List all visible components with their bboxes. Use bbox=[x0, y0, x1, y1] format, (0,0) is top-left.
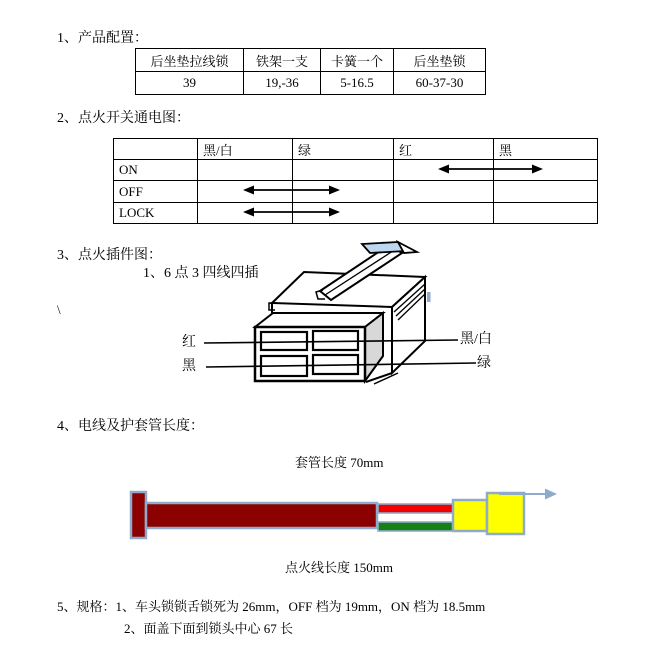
plug-right-face bbox=[365, 313, 383, 381]
body-bottom-edge bbox=[366, 373, 392, 382]
slot-bottom-left bbox=[261, 356, 307, 376]
table-row bbox=[114, 160, 598, 181]
switch-row-label: ON bbox=[114, 160, 198, 181]
body-top-face bbox=[272, 272, 425, 307]
connector-label-red: 红 bbox=[182, 335, 196, 350]
stray-backslash: \ bbox=[57, 302, 61, 317]
lever-blue-tip bbox=[362, 242, 406, 253]
lever-foot bbox=[316, 290, 325, 299]
body-corner-notch bbox=[269, 303, 277, 310]
ignition-wire-length-label: 点火线长度 150mm bbox=[285, 560, 393, 575]
slot-top-left bbox=[261, 332, 307, 350]
slot-top-right bbox=[313, 331, 358, 350]
body-bottom-tab bbox=[374, 373, 398, 384]
connector-label-black: 黑 bbox=[182, 359, 196, 374]
table-row bbox=[114, 181, 598, 203]
config-value-cell: 60-37-30 bbox=[394, 72, 486, 95]
switch-header-cell: 黑/白 bbox=[198, 139, 293, 160]
section2-title: 2、点火开关通电图： bbox=[57, 111, 190, 126]
body-blue-tick bbox=[427, 292, 431, 302]
direction-arrow bbox=[499, 489, 557, 500]
connector-label-green: 绿 bbox=[477, 356, 491, 371]
config-value-cell: 39 bbox=[136, 72, 244, 95]
switch-row-label: LOCK bbox=[114, 203, 198, 224]
body-ribs bbox=[394, 284, 425, 320]
switch-header-cell: 绿 bbox=[293, 139, 394, 160]
sheath-tube bbox=[146, 503, 377, 528]
section1-title: 1、产品配置： bbox=[57, 31, 148, 46]
table-row bbox=[114, 203, 598, 224]
config-header-cell: 后坐垫拉线锁 bbox=[136, 49, 244, 72]
lever-tip-point bbox=[398, 242, 417, 253]
section3-title: 3、点火插件图： bbox=[57, 248, 162, 263]
plug-slots bbox=[261, 331, 358, 376]
wire-diagram bbox=[131, 489, 557, 539]
switch-row-label: OFF bbox=[114, 181, 198, 203]
leader-line-top bbox=[204, 340, 458, 343]
switch-header-cell bbox=[114, 139, 198, 160]
terminal-block-small bbox=[453, 500, 487, 531]
body-right-face bbox=[392, 277, 425, 373]
slot-bottom-right bbox=[313, 355, 358, 374]
lever-fold-line bbox=[325, 249, 396, 295]
switch-header-cell: 黑 bbox=[494, 139, 598, 160]
connector-label-blackwhite: 黑/白 bbox=[460, 332, 492, 347]
plug-front-face bbox=[255, 327, 365, 381]
sheath-end-cap bbox=[131, 492, 146, 538]
product-config-table bbox=[135, 48, 486, 95]
section4-title: 4、电线及护套管长度： bbox=[57, 419, 204, 434]
config-header-cell: 铁架一支 bbox=[244, 49, 321, 72]
latch-lever bbox=[316, 242, 417, 300]
table-row bbox=[114, 139, 598, 160]
red-wire bbox=[378, 504, 453, 513]
config-value-cell: 5-16.5 bbox=[321, 72, 394, 95]
table-row bbox=[136, 72, 486, 95]
green-wire bbox=[378, 522, 453, 531]
switch-header-cell: 红 bbox=[394, 139, 494, 160]
ignition-switch-table bbox=[113, 138, 598, 224]
section3-subtitle: 1、6 点 3 四线四插 bbox=[143, 266, 259, 281]
section5-line2: 2、面盖下面到锁头中心 67 长 bbox=[124, 621, 294, 636]
section5-line1: 5、规格：1、车头锁锁舌锁死为 26mm，OFF 档为 19mm，ON 档为 18.5mm bbox=[57, 599, 486, 614]
table-row bbox=[136, 49, 486, 72]
sheath-length-label: 套管长度 70mm bbox=[295, 455, 384, 470]
lever-arm bbox=[320, 245, 402, 300]
plug-top-face bbox=[255, 313, 383, 327]
config-header-cell: 卡簧一个 bbox=[321, 49, 394, 72]
terminal-block-large bbox=[487, 493, 524, 534]
config-value-cell: 19,-36 bbox=[244, 72, 321, 95]
leader-line-bottom bbox=[206, 363, 476, 367]
config-header-cell: 后坐垫锁 bbox=[394, 49, 486, 72]
